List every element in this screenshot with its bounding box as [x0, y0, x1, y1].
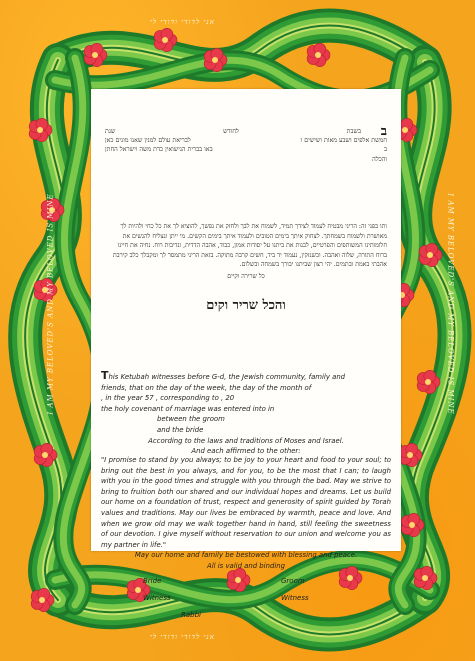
hebrew-covenant-text: באו בברית הנישואין כדת משה וישראל החתן: [105, 146, 213, 154]
border-text-left: I AM MY BELOVED'S AND MY BELOVED IS MINE: [46, 193, 55, 415]
intro-line-3: the holy covenant of marriage was entered into in: [101, 404, 275, 413]
border-text-top-hebrew: אני לדודי ודודי לי: [150, 18, 215, 26]
flower-center: [135, 587, 141, 593]
flower-center: [315, 52, 321, 58]
flower-icon: [307, 43, 330, 66]
hebrew-header: [105, 127, 387, 164]
witness-1-signature-label: Witness: [143, 594, 171, 602]
flower-center: [402, 127, 408, 133]
groom-signature-label: Groom: [281, 577, 305, 585]
flower-center: [212, 57, 218, 63]
hebrew-closing: כל שרירה וקיים: [227, 272, 265, 280]
flower-center: [407, 452, 413, 458]
flower-center: [427, 252, 433, 258]
flower-center: [425, 379, 431, 385]
hebrew-field-year: שנת: [105, 128, 116, 135]
hebrew-header-row-4: [105, 155, 387, 164]
english-vows: [101, 455, 391, 572]
hebrew-year-text: חמשת אלפים ושבע מאות ושישים ו: [300, 137, 387, 145]
blessing-line: May our home and family be bestowed with blessing and peace.: [134, 551, 358, 560]
valid-line: All is valid and binding: [207, 561, 285, 570]
border-text-right: I AM MY BELOVED'S AND MY BELOVED IS MINE: [446, 193, 455, 415]
affirm-line: And each affirmed to the other:: [191, 447, 301, 456]
flower-center: [235, 577, 241, 583]
hebrew-initial-letter: ב: [380, 124, 387, 139]
bride-signature-label: Bride: [143, 577, 162, 585]
vows-text: "I promise to stand by you always; to be joy to your heart and food to your soul; to bring out the best in you always, and for you, to be the most that I can; to laugh with you in the good times and struggle with you through the bad. May we strive to bring to fruition both our shared and our individual hopes and dreams. Let us build our home on a foundation of trust, respect and generosity of spirit guided by Torah values and traditions. May our lives be embraced by warmth, peace and love. And when we grow old may we walk together hand in hand, still feeling the sweetness of our devotion. I give myself without reservation to our union and welcome you as my partner in life.": [101, 456, 391, 549]
intro-line-1: friends, that on the day of the week, the day of the month of: [101, 383, 312, 392]
english-intro: [101, 371, 391, 457]
flower-center: [422, 575, 428, 581]
hebrew-header-row-2: [105, 136, 387, 145]
flower-center: [162, 37, 168, 43]
hebrew-place-prefix: ב: [383, 146, 387, 154]
hebrew-title: והכל שריר וקים: [206, 298, 286, 313]
hebrew-header-row-1: [105, 127, 387, 136]
hebrew-count-text: לבריאת עולם למנין שאנו מונים כאן: [105, 137, 191, 145]
hebrew-vows-paragraph: [105, 222, 387, 281]
rabbi-signature-label: Rabbi: [181, 611, 201, 619]
flower-center: [409, 522, 415, 528]
hebrew-bride-text: והכלה: [372, 155, 387, 163]
witness-2-signature-label: Witness: [281, 594, 309, 602]
hebrew-field-month: לחודש: [223, 128, 239, 135]
intro-line-0: his Ketubah witnesses before G-d, the Jewish community, family and: [108, 373, 346, 381]
dropcap-letter: T: [101, 369, 109, 382]
flower-center: [39, 597, 45, 603]
moses-line: According to the laws and traditions of Moses and Israel.: [148, 436, 344, 445]
flower-center: [42, 452, 48, 458]
intro-line: [101, 371, 391, 383]
intro-line-bride: and the bride: [157, 425, 204, 434]
flower-center: [347, 575, 353, 581]
text-panel: [91, 89, 401, 619]
intro-line-2: , in the year 57 , corresponding to , 20: [101, 394, 235, 403]
intro-line-groom: between the groom: [157, 415, 225, 424]
hebrew-field-day: בשבת: [346, 128, 361, 135]
hebrew-vows-text: ותו בפני זה: הריני מבטיח לעמוד לצידך תמיד, לשמוח את לבך ולחזק את נפשך, להוציא לך את כל כחי ולהיות לך מאושרת ולשמוח בשמחתך. לצחוק איתך בימים הטובים ולעמוד איתך בימים הקשים. מי ייתן ונצליח להגשים את חלומותינו המשותפים והפרטיים, לבנות את ביתנו על יסודות אמון, כבוד, אהבה הדדית, ונדיבות רוח. נחיה את חיינו ברוח התורה, שלוה ואהבה. וכשנזקין, נעמוד יד ביד, חשים קרבה מתוקה. בזאת הריני מתמסר לך ומקבלך כלב קירבת אהבתי באמת ובתמים. יהי רצון שביתנו יבורך בשמחה ובשלום.: [112, 223, 387, 268]
flower-center: [92, 52, 98, 58]
border-text-bottom-hebrew: אני לדודי ודודי לי: [150, 633, 215, 641]
flower-center: [37, 127, 43, 133]
hebrew-header-row-3: [105, 145, 387, 154]
